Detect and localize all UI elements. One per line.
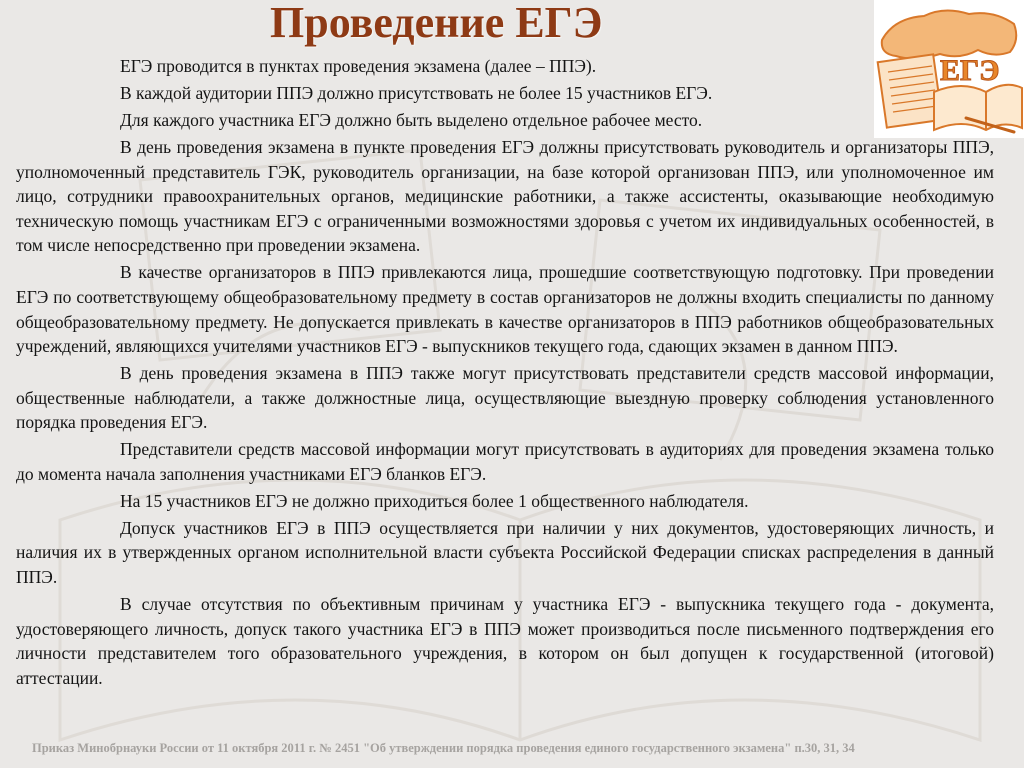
paragraph: В день проведения экзамена в пункте проведения ЕГЭ должны присутствовать руководитель и организаторы ППЭ, уполномоченный представитель ГЭК, руководитель организации, на базе которой организован ППЭ, или уполномоченное им лицо, сотрудники правоохранительных органов, медицинские работники, а также ассистенты, оказывающие необходимую техническую помощь участникам ЕГЭ с ограниченными возможностями здоровья с учетом их индивидуальных особенностей, в том числе непосредственно при проведении экзамена. — [16, 136, 994, 256]
paragraph: Допуск участников ЕГЭ в ППЭ осуществляется при наличии у них документов, удостоверяющих личность, и наличия их в утвержденных органом исполнительной власти субъекта Российской Федерации списках распределения в данный ППЭ. — [16, 517, 994, 587]
paragraph: В каждой аудитории ППЭ должно присутствовать не более 15 участников ЕГЭ. — [120, 82, 713, 103]
content-body — [16, 54, 994, 693]
source-citation: Приказ Минобрнауки России от 11 октября 2011 г. № 2451 "Об утверждении порядка проведения единого государственного экзамена" п.30, 31, 34 — [32, 741, 855, 755]
paragraph: ЕГЭ проводится в пунктах проведения экзамена (далее – ППЭ). — [120, 56, 597, 76]
slide-title: Проведение ЕГЭ — [270, 0, 603, 47]
paragraph: На 15 участников ЕГЭ не должно приходиться более 1 общественного наблюдателя. — [120, 490, 749, 511]
paragraph: Для каждого участника ЕГЭ должно быть выделено отдельное рабочее место. — [120, 109, 703, 130]
svg-text:ЕГЭ: ЕГЭ — [940, 54, 1000, 87]
paragraph: В качестве организаторов в ППЭ привлекаются лица, прошедшие соответствующую подготовку. При проведении ЕГЭ по соответствующему общеобразовательному предмету в состав организаторов не должны входить специалисты по данному общеобразовательному предмету. Не допускается привлекать в качестве организаторов в ППЭ работников общеобразовательных учреждений, являющихся учителями участников ЕГЭ - выпускников текущего года, сдающих экзамен в данном ППЭ. — [16, 262, 994, 357]
paragraph: Представители средств массовой информации могут присутствовать в аудиториях для проведения экзамена только до момента начала заполнения участниками ЕГЭ бланков ЕГЭ. — [16, 439, 994, 484]
paragraph: В день проведения экзамена в ППЭ также могут присутствовать представители средств массовой информации, общественные наблюдатели, а также должностные лица, осуществляющие выездную проверку соблюдения установленного порядка проведения ЕГЭ. — [16, 363, 994, 433]
paragraph: В случае отсутствия по объективным причинам у участника ЕГЭ - выпускника текущего года - документа, удостоверяющего личность, допуск такого участника ЕГЭ в ППЭ может производиться после письменного подтверждения его личности представителем того образовательного учреждения, в котором он был допущен к государственной (итоговой) аттестации. — [16, 593, 994, 688]
